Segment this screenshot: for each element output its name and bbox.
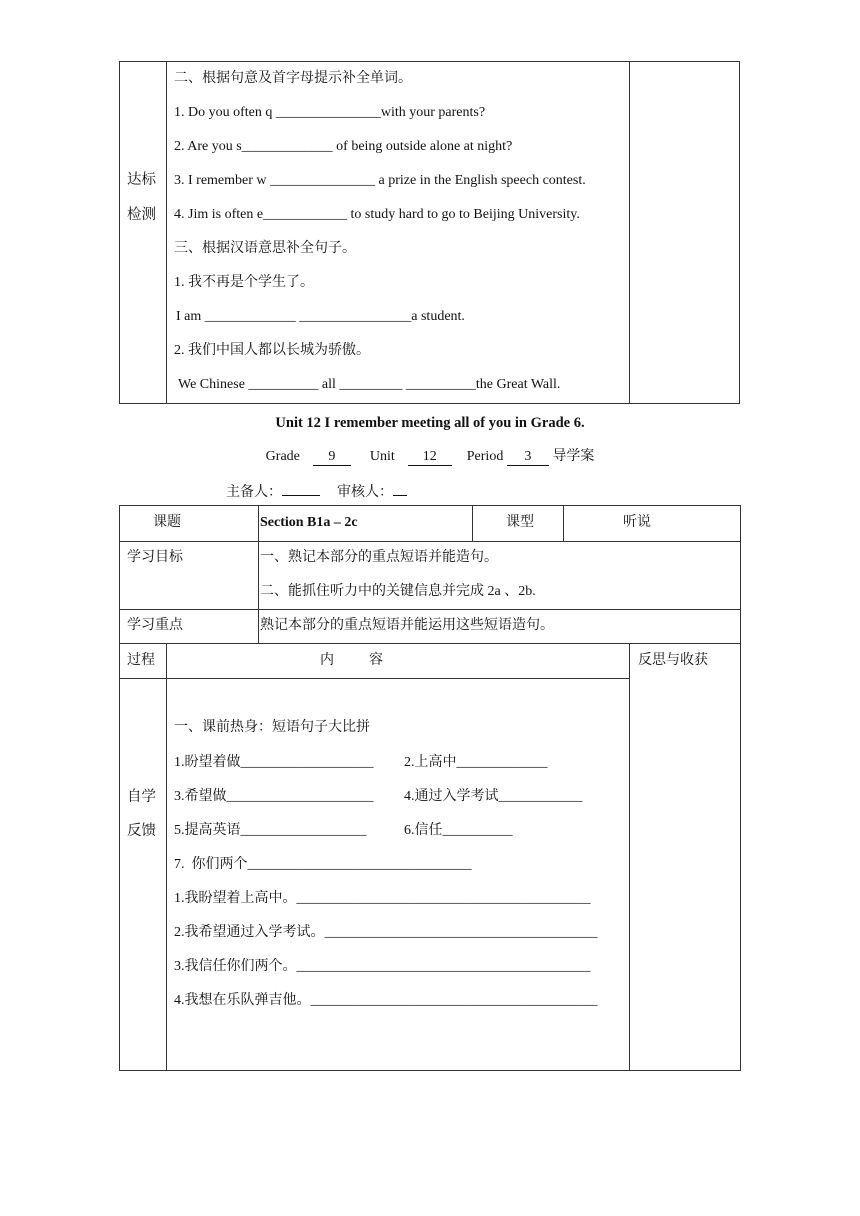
row-line-3: [120, 643, 740, 644]
type-value: 听说: [623, 515, 651, 530]
top-line-0: 二、根据句意及首字母提示补全单词。: [174, 71, 412, 86]
phrase-1: 1.盼望着做___________________: [174, 755, 374, 770]
self-label-1: 自学: [127, 789, 156, 805]
col-line-a: [258, 506, 259, 643]
top-line-9: We Chinese __________ all _________ __________the Great Wall.: [178, 377, 561, 392]
top-line-1: 1. Do you often q _______________with your parents?: [174, 105, 486, 120]
col-line-b: [472, 506, 473, 541]
col-line-e: [629, 643, 630, 1070]
col-line-d: [166, 643, 167, 1070]
top-line-7: I am _____________ ________________a student.: [176, 309, 465, 324]
grade-value: 9: [313, 449, 351, 466]
phrase-2: 2.上高中_____________: [404, 755, 548, 770]
phrase-5: 5.提高英语__________________: [174, 823, 367, 838]
sentence-2: 2.我希望通过入学考试。_______________________________________: [174, 925, 598, 940]
phrase-7: 7. 你们两个________________________________: [174, 857, 472, 872]
self-label-2: 反馈: [127, 823, 156, 839]
preparer-blank: [282, 480, 320, 496]
phrase-4: 4.通过入学考试____________: [404, 789, 583, 804]
topic-value: Section B1a – 2c: [260, 515, 358, 530]
subtitle-suffix: 导学案: [552, 448, 595, 464]
process-label: 过程: [127, 653, 155, 668]
sentence-4: 4.我想在乐队弹吉他。_________________________________________: [174, 993, 598, 1008]
period-value: 3: [507, 449, 549, 466]
reviewer-blank: [393, 480, 407, 496]
preparer-line: [226, 480, 407, 503]
top-line-3: 3. I remember w _______________ a prize in the English speech contest.: [174, 173, 586, 188]
type-label: 课型: [506, 515, 534, 530]
row-line-2: [120, 609, 740, 610]
goal-line-2: 二、能抓住听力中的关键信息并完成 2a 、2b.: [260, 584, 536, 599]
row-line-1: [120, 541, 740, 542]
reflect-label: 反思与收获: [638, 653, 708, 668]
top-line-4: 4. Jim is often e____________ to study hard to go to Beijing University.: [174, 207, 580, 222]
grade-label: Grade: [265, 449, 300, 464]
row-line-4: [120, 678, 630, 679]
goal-label: 学习目标: [127, 550, 183, 565]
top-line-8: 2. 我们中国人都以长城为骄傲。: [174, 343, 370, 358]
unit-value: 12: [408, 449, 452, 466]
unit-label: Unit: [369, 449, 395, 464]
preparer-label: 主备人：: [226, 485, 282, 500]
content-label: 内 容: [320, 653, 383, 668]
subtitle-line: [0, 446, 860, 467]
warmup-title: 一、课前热身：短语句子大比拼: [174, 720, 370, 735]
goal-line-1: 一、熟记本部分的重点短语并能造句。: [260, 550, 498, 565]
top-line-2: 2. Are you s_____________ of being outside alone at night?: [174, 139, 513, 154]
top-row-label-1: 达标: [127, 172, 156, 188]
focus-label: 学习重点: [127, 618, 183, 633]
phrase-3: 3.希望做_____________________: [174, 789, 374, 804]
col-line-c: [563, 506, 564, 541]
top-table-divider-2: [629, 62, 630, 403]
top-line-5: 三、根据汉语意思补全句子。: [174, 241, 356, 256]
sentence-1: 1.我盼望着上高中。__________________________________________: [174, 891, 591, 906]
sentence-3: 3.我信任你们两个。__________________________________________: [174, 959, 591, 974]
topic-label: 课题: [153, 515, 181, 530]
top-row-label-2: 检测: [127, 207, 156, 223]
top-table-divider-1: [166, 62, 167, 403]
period-label: Period: [466, 449, 504, 464]
phrase-6: 6.信任__________: [404, 823, 513, 838]
focus-value: 熟记本部分的重点短语并能运用这些短语造句。: [260, 618, 554, 633]
top-line-6: 1. 我不再是个学生了。: [174, 275, 314, 290]
reviewer-label: 审核人：: [337, 485, 393, 500]
page-title: Unit 12 I remember meeting all of you in Grade 6.: [275, 415, 585, 431]
